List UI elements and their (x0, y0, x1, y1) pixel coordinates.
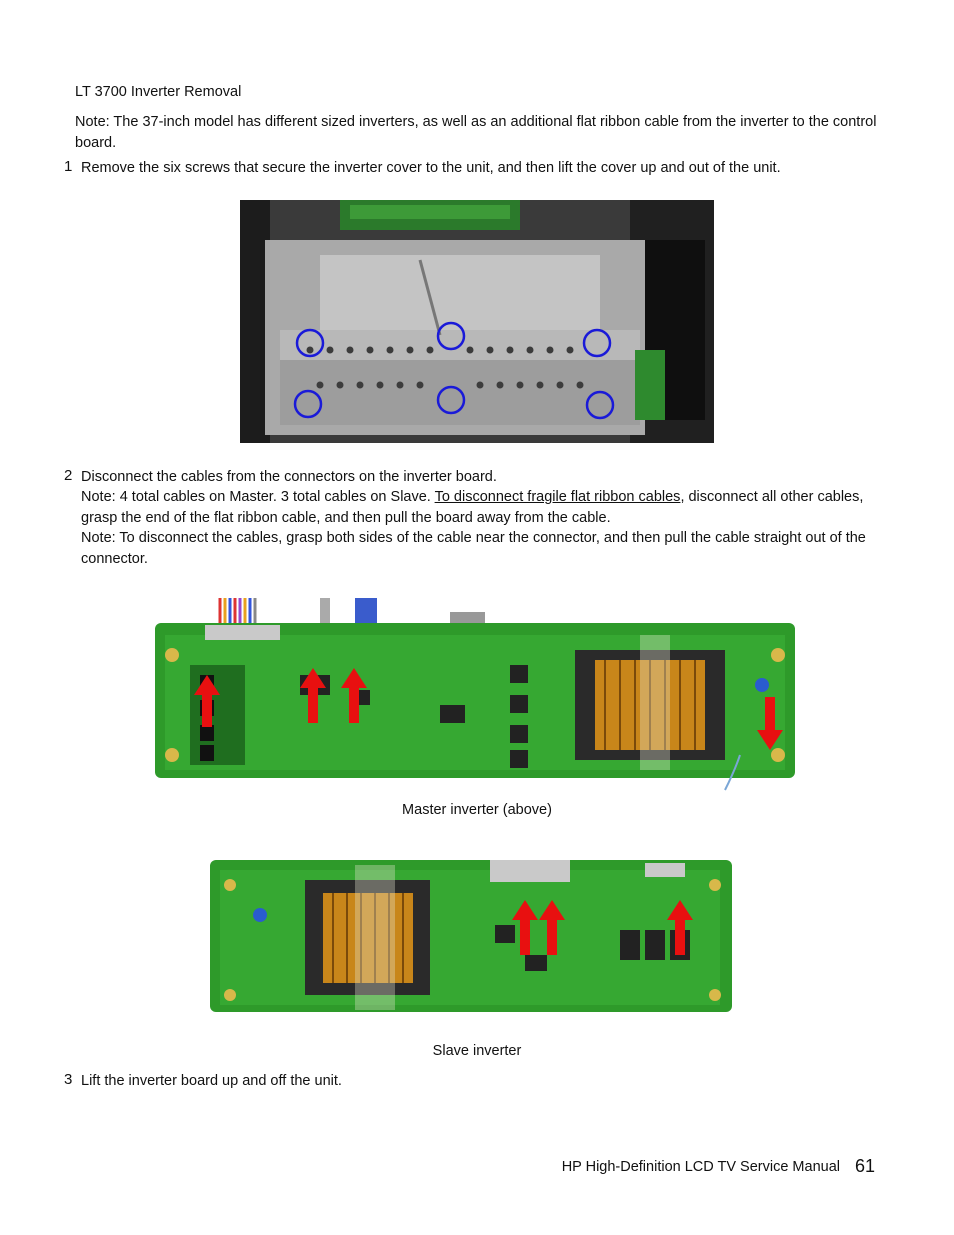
step-2-text: Disconnect the cables from the connectors on the inverter board. (81, 469, 497, 485)
section-title: LT 3700 Inverter Removal (75, 84, 242, 100)
fragile-ribbon-cables-link[interactable]: To disconnect fragile flat ribbon cables (434, 489, 681, 505)
note-label: Note (81, 489, 112, 505)
note-text-before: : 4 total cables on Master. 3 total cables on Slave. (111, 489, 435, 505)
master-caption: Master inverter (above) (402, 802, 552, 818)
step-1-number: 1 (64, 158, 73, 175)
inverter-cover-photo (240, 200, 714, 443)
step-2-note-1 (81, 487, 887, 528)
intro-note (75, 112, 887, 153)
step-3-text: Lift the inverter board up and off the unit. (81, 1073, 342, 1089)
step-2-note-2 (81, 528, 887, 569)
page-number: 61 (855, 1156, 876, 1176)
note-text: : The 37-inch model has different sized inverters, as well as an additional flat ribbon cable from the inverter to the control board. (75, 114, 877, 151)
note-label: Note (75, 114, 106, 130)
step-2-number: 2 (64, 467, 73, 484)
footer-manual-title: HP High-Definition LCD TV Service Manual (561, 1159, 840, 1175)
note-label: Note (81, 530, 112, 546)
note-text-after: , disconnect all other cables, grasp the end of the flat ribbon cable, and then pull the board away from the cable. (81, 489, 864, 526)
note-text: : To disconnect the cables, grasp both sides of the cable near the connector, and then pull the cable straight out of the connector. (81, 530, 866, 567)
step-3-number: 3 (64, 1071, 73, 1088)
slave-inverter-photo (205, 855, 735, 1015)
master-inverter-photo (150, 595, 802, 795)
step-1-text: Remove the six screws that secure the inverter cover to the unit, and then lift the cover up and out of the unit. (81, 160, 781, 176)
slave-caption: Slave inverter (432, 1043, 522, 1059)
